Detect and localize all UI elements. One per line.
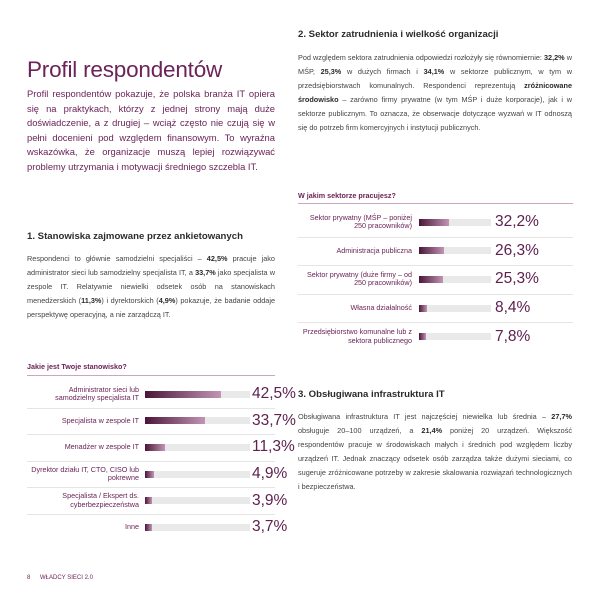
bar (419, 247, 444, 254)
page-title: Profil respondentów (27, 57, 223, 82)
page-footer (27, 575, 93, 581)
bar-value-label: 25,3% (495, 270, 539, 288)
chart-row (298, 265, 573, 294)
bar (419, 333, 426, 340)
bar-track (145, 391, 250, 398)
bar-label: Dyrektor działu IT, CTO, CISO lub pokrewne (31, 464, 139, 483)
section-1-heading: 1. Stanowiska zajmowane przez ankietowanych (27, 231, 243, 242)
chart-row (27, 434, 295, 461)
bar-value-label: 7,8% (495, 327, 531, 345)
bar (145, 417, 205, 424)
bar-track (145, 497, 250, 504)
highlight-text: zróżnicowane środowisko (298, 80, 572, 104)
highlight-text: 33,7% (195, 267, 216, 277)
chart-row (27, 408, 296, 435)
chart-row (27, 381, 296, 408)
section-3-body (298, 410, 572, 493)
section-3-heading: 3. Obsługiwana infrastruktura IT (298, 389, 445, 400)
bar-track (145, 524, 250, 531)
body-text: jako specjalista w zespole IT. Relatywnie niewielki odsetek osób na stanowiskach menedżerskich ( (27, 267, 275, 305)
bar-value-label: 42,5% (252, 385, 296, 403)
chart-1-title: Jakie jest Twoje stanowisko? (27, 362, 127, 371)
body-text: ) pokazuje, że badanie oddaje perspektywę operacyjną, a nie zarządczą IT. (27, 295, 275, 319)
body-text: Respondenci to głównie samodzielni specjaliści – (27, 254, 207, 263)
section-2-body (298, 51, 572, 134)
bar-track (419, 305, 491, 312)
bar-value-label: 11,3% (252, 438, 295, 456)
body-text: – zarówno firmy prywatne (w tym MŚP i duże korporacje), jak i w sektorze publicznym. To oznacza, że obserwacje dotyczące wyzwań w IT odnoszą się do potrzeb firm komercyjnych i instytucji publicznych. (298, 94, 572, 132)
chart-1-divider (27, 375, 275, 376)
bar (419, 276, 443, 283)
bar-label: Menadżer w zespole IT (64, 442, 139, 452)
page-number: 8 (27, 575, 31, 581)
bar-label: Administracja publiczna (336, 245, 412, 255)
bar-track (419, 333, 491, 340)
bar-label: Specjalista w zespole IT (61, 415, 139, 425)
bar-value-label: 3,7% (252, 518, 288, 536)
bar (145, 471, 154, 478)
bar (419, 305, 427, 312)
bar-label: Przedsiębiorstwo komunalne lub z sektora publicznego (302, 327, 412, 345)
section-2-heading: 2. Sektor zatrudnienia i wielkość organizacji (298, 29, 499, 40)
bar-value-label: 3,9% (252, 491, 288, 509)
chart-row (298, 237, 573, 266)
chart-2-title: W jakim sektorze pracujesz? (298, 191, 396, 200)
body-text: ) i dyrektorskich ( (101, 295, 159, 305)
bar-value-label: 4,9% (252, 465, 288, 483)
body-text: w MŚP, (298, 53, 572, 76)
bar-label: Inne (125, 522, 139, 531)
highlight-text: 11,3% (81, 295, 102, 305)
body-text: poniżej 20 urządzeń. Większość respondentów pracuje w środowiskach małych i średnich pod względem liczby urządzeń IT. Jednak znaczący odsetek osób zarządza także dużymi sieciami, co sugeruje zróżnicowane potrzeby w zakresie skalowania rozwiązań technologicznych i bezpieczeństwa. (298, 425, 572, 491)
bar-label: Sektor prywatny (duże firmy – od 250 pracowników) (306, 269, 412, 288)
intro-paragraph: Profil respondentów pokazuje, że polska branża IT opiera się na praktykach, którzy z jednej strony mają duże doświadczenie, a z drugiej – wciąż często nie czują się w pełni docenieni pod względem finansowym. To wyraźna wskazówka, że organizacje muszą lepiej rozwiązywać problemy utrzymania i motywacji średniego szczebla IT. (27, 88, 275, 172)
highlight-text: 34,1% (423, 66, 445, 76)
chart-2-divider (298, 203, 573, 204)
bar (145, 497, 152, 504)
bar (145, 524, 152, 531)
chart-row (298, 322, 573, 351)
bar (145, 391, 221, 398)
body-text: w dużych firmach i (341, 66, 424, 76)
chart-row (298, 294, 573, 323)
bar-value-label: 8,4% (495, 299, 531, 317)
publication-name: WŁADCY SIECI 2.0 (40, 575, 93, 581)
body-text: Obsługiwana infrastruktura IT jest najczęściej niewielka lub średnia – (298, 412, 552, 421)
chart-row (27, 514, 288, 541)
section-1-body (27, 252, 275, 322)
body-text: pracuje jako administrator sieci lub samodzielny specjalista IT, a (27, 254, 275, 277)
bar-track (145, 444, 250, 451)
highlight-text: 27,7% (551, 412, 572, 421)
bar-value-label: 32,2% (495, 213, 539, 231)
bar-track (419, 219, 491, 226)
bar-track (145, 417, 250, 424)
bar-value-label: 33,7% (252, 411, 296, 429)
bar-label: Administrator sieci lub samodzielny specjalista IT (55, 384, 139, 403)
bar-track (145, 471, 250, 478)
body-text: Pod względem sektora zatrudnienia odpowiedzi rozłożyły się równomiernie: (298, 53, 544, 62)
bar-label: Specjalista / Ekspert ds. cyberbezpieczeństwa (62, 491, 139, 509)
chart-row (27, 461, 288, 488)
bar-value-label: 26,3% (495, 241, 539, 259)
body-text: obsługuje 20–100 urządzeń, a (298, 425, 422, 435)
highlight-text: 42,5% (206, 254, 228, 263)
bar-label: Sektor prywatny (MŚP – poniżej 250 pracowników) (309, 212, 412, 231)
chart-row (27, 487, 288, 514)
body-text: w sektorze publicznym, w tym w przedsiębiorstwach komunalnych. Respondenci reprezentują (298, 66, 572, 90)
chart-row (298, 208, 573, 237)
bar (419, 219, 449, 226)
highlight-text: 25,3% (320, 66, 342, 76)
highlight-text: 21,4% (421, 425, 443, 435)
bar-track (419, 276, 491, 283)
highlight-text: 32,2% (543, 53, 565, 62)
bar-track (419, 247, 491, 254)
highlight-text: 4,9% (158, 295, 176, 305)
bar-label: Własna działalność (350, 302, 412, 312)
bar (145, 444, 165, 451)
